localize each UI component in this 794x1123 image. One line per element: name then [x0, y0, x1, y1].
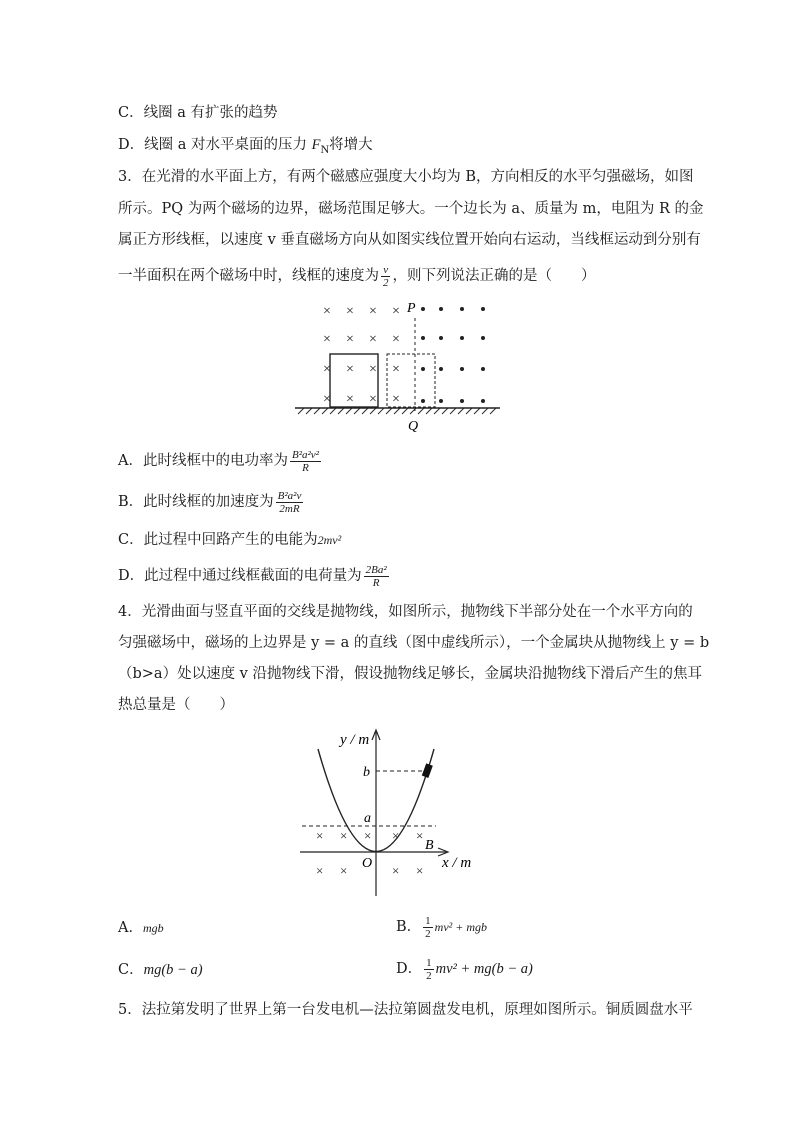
cross-mark: × — [369, 332, 377, 347]
cross-mark: × — [340, 828, 348, 843]
q4-label-b: b — [363, 765, 370, 780]
q3-option-d-fraction — [364, 564, 389, 589]
q3-left-field-crosses — [323, 304, 400, 407]
cross-mark: × — [316, 863, 324, 878]
dot-mark — [439, 307, 443, 311]
q4-option-b-rest: mv² + mgb — [434, 920, 488, 934]
q2-option-d-suffix: 将增大 — [329, 137, 373, 153]
q3-magnetic-field-figure — [290, 296, 510, 438]
dot-mark — [460, 399, 464, 403]
q3-option-b-numerator: B²a²v — [277, 489, 302, 502]
q3-option-a-denominator: R — [302, 461, 309, 474]
q3-stem-line-4-pre: 一半面积在两个磁场中时，线框的速度为 — [118, 268, 379, 284]
q4-label-origin: O — [362, 856, 373, 871]
q4-option-d-label: D． — [396, 961, 423, 977]
q5-stem-line-1: 5．法拉第发明了世界上第一台发电机—法拉第圆盘发电机，原理如图所示。铜质圆盘水平 — [118, 1002, 693, 1018]
q4-stem-line-2: 匀强磁场中，磁场的上边界是 y = a 的直线（图中虚线所示），一个金属块从抛物线上 y = b — [118, 635, 710, 651]
q3-label-p: P — [407, 301, 416, 316]
q2-option-d-subscript: N — [320, 141, 330, 156]
dot-mark — [481, 336, 485, 340]
q3-label-q: Q — [408, 419, 419, 434]
q4-option-c-label: C． — [118, 962, 144, 978]
q3-option-d-pre: D．此过程中通过线框截面的电荷量为 — [118, 568, 362, 584]
q4-option-b-label: B． — [396, 919, 422, 935]
cross-mark: × — [316, 828, 324, 843]
q4-option-d-rest: mv² + mg(b − a) — [435, 961, 533, 977]
cross-mark: × — [364, 828, 372, 843]
q4-option-c-expr: mg(b − a) — [143, 962, 203, 978]
q3-option-a-fraction — [290, 449, 321, 474]
q3-option-b-fraction — [276, 490, 304, 515]
q4-option-b-denominator: 2 — [425, 927, 431, 940]
dot-mark — [481, 367, 485, 371]
q4-option-b — [396, 912, 487, 942]
q2-option-d-symbol: F — [311, 137, 321, 153]
cross-mark: × — [323, 332, 331, 347]
q3-velocity-numerator: v — [383, 263, 389, 276]
cross-mark: × — [346, 332, 354, 347]
q4-option-d-fraction — [424, 957, 434, 982]
q4-option-c — [118, 960, 203, 980]
cross-mark: × — [369, 362, 377, 377]
q4-y-axis-label: y / m — [340, 732, 370, 748]
cross-mark: × — [346, 362, 354, 377]
q4-label-a: a — [364, 811, 371, 826]
dot-mark — [460, 307, 464, 311]
q2-option-d-prefix: D．线圈 a 对水平桌面的压力 — [118, 137, 312, 153]
q3-option-a-numerator: B²a²v² — [291, 448, 319, 461]
q3-option-c-pre: C．此过程中回路产生的电能为 — [118, 532, 318, 548]
q4-option-d-numerator: 1 — [426, 956, 432, 969]
q4-stem-line-4: 热总量是（ ） — [118, 697, 234, 713]
q3-stem-line-2: 所示。PQ 为两个磁场的边界，磁场范围足够大。一个边长为 a、质量为 m，电阻为 R 的金 — [118, 201, 704, 217]
q3-stem-line-3: 属正方形线框，以速度 v 垂直磁场方向从如图实线位置开始向右运动，当线框运动到分别有 — [118, 232, 701, 248]
dot-mark — [439, 367, 443, 371]
dot-mark — [460, 367, 464, 371]
cross-mark: × — [392, 304, 400, 319]
q3-option-c-value: 2mv² — [317, 533, 342, 547]
dot-mark — [421, 307, 425, 311]
cross-mark: × — [340, 863, 348, 878]
dot-mark — [460, 336, 464, 340]
cross-mark: × — [323, 304, 331, 319]
q4-option-a — [118, 918, 164, 938]
q3-option-d-numerator: 2Ba² — [365, 563, 387, 576]
q4-stem-line-1: 4．光滑曲面与竖直平面的交线是抛物线，如图所示，抛物线下半部分处在一个水平方向的 — [118, 604, 693, 620]
q3-option-b — [118, 487, 305, 517]
cross-mark: × — [346, 392, 354, 407]
q4-option-d-denominator: 2 — [426, 969, 432, 982]
q4-label-point-b: B — [425, 838, 434, 853]
cross-mark: × — [392, 863, 400, 878]
dot-mark — [439, 399, 443, 403]
dot-mark — [481, 307, 485, 311]
dot-mark — [421, 399, 425, 403]
q3-option-b-denominator: 2mR — [279, 502, 300, 515]
q4-option-b-numerator: 1 — [425, 914, 431, 927]
q4-option-d — [396, 954, 533, 984]
q3-right-field-dots — [421, 307, 485, 403]
q3-option-b-pre: B．此时线框的加速度为 — [118, 494, 274, 510]
q3-stem-line-1: 3．在光滑的水平面上方，有两个磁感应强度大小均为 B，方向相反的水平匀强磁场，如图 — [118, 169, 694, 185]
cross-mark: × — [392, 392, 400, 407]
dot-mark — [421, 336, 425, 340]
q3-option-d-denominator: R — [372, 576, 380, 589]
q3-option-c — [118, 530, 341, 550]
q3-velocity-fraction — [381, 264, 391, 289]
cross-mark: × — [392, 828, 400, 843]
q3-option-d — [118, 561, 391, 591]
q3-ground-hatching — [298, 408, 496, 414]
q2-option-d — [118, 135, 373, 159]
dot-mark — [481, 399, 485, 403]
q3-stem-line-4 — [118, 262, 596, 290]
cross-mark: × — [392, 332, 400, 347]
cross-mark: × — [346, 304, 354, 319]
cross-mark: × — [392, 362, 400, 377]
cross-mark: × — [416, 863, 424, 878]
q4-metal-block — [422, 763, 433, 778]
cross-mark: × — [323, 392, 331, 407]
q3-option-a — [118, 446, 323, 476]
q3-velocity-denominator: 2 — [383, 276, 389, 289]
q3-stem-line-4-post: ，则下列说法正确的是（ ） — [392, 268, 596, 284]
cross-mark: × — [369, 392, 377, 407]
q2-option-c: C．线圈 a 有扩张的趋势 — [118, 105, 278, 121]
q4-parabola-figure — [296, 724, 486, 904]
dot-mark — [439, 336, 443, 340]
q4-option-b-fraction — [423, 915, 433, 940]
q4-x-axis-label: x / m — [442, 855, 472, 871]
q3-option-a-pre: A．此时线框中的电功率为 — [118, 453, 288, 469]
dot-mark — [421, 367, 425, 371]
cross-mark: × — [369, 304, 377, 319]
cross-mark: × — [416, 828, 424, 843]
q4-stem-line-3: （b>a）处以速度 v 沿抛物线下滑，假设抛物线足够长，金属块沿抛物线下滑后产生的焦耳 — [118, 666, 702, 682]
cross-mark: × — [323, 362, 331, 377]
q4-option-a-label: A． — [118, 920, 143, 936]
q4-option-a-expr: mgb — [142, 921, 164, 935]
